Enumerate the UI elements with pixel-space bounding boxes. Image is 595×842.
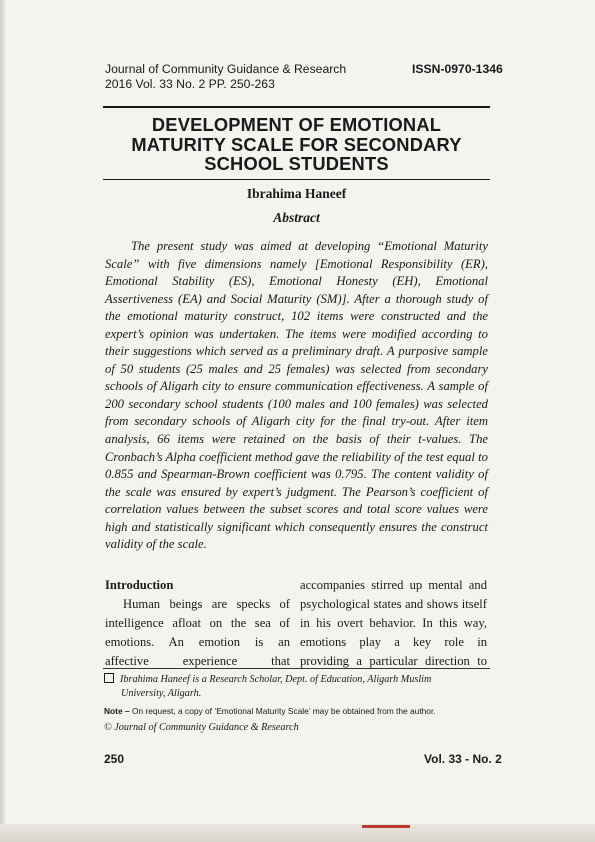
title-bottom-rule — [103, 179, 490, 180]
title-top-rule — [103, 106, 490, 108]
journal-header — [105, 62, 346, 92]
abstract-text: The present study was aimed at developing “Emotional Maturity Scale” with five dimensions namely [Emotional Responsibility (ER), Emotional Stability (ES), Emotional Honesty (EH), Emotional Assertiveness (EA) and Social Maturity (SM)]. After a thorough study of the emotional maturity construct, 102 items were constructed and the expert’s opinion was undertaken. The items were modified according to their suggestions which served as a preliminary draft. A purposive sample of 50 students (25 males and 25 females) was selected from secondary schools of Aligarh city to ensure communication effectiveness. A sample of 200 secondary school students (100 males and 100 females) was selected from secondary schools of Aligarh city for the final try-out. After item analysis, 66 items were retained on the basis of their t-values. The Cronbach’s Alpha coefficient method gave the reliability of the test equal to 0.855 and Spearman-Brown coefficient was 0.795. The content validity of the scale was ensured by expert’s judgment. The Pearson’s coefficient of correlation values between the subset scores and total score values were high and statistically significant which consequently ensures the construct validity of the scale. — [105, 239, 488, 552]
intro-left-column — [105, 576, 290, 671]
note-text: On request, a copy of ‘Emotional Maturity Scale’ may be obtained from the author. — [131, 706, 436, 716]
page-number: 250 — [104, 752, 125, 766]
scan-bottom-edge — [0, 824, 595, 842]
introduction-heading: Introduction — [105, 578, 174, 592]
author-footnote-line1: Ibrahima Haneef is a Research Scholar, Dept. of Education, Aligarh Muslim — [120, 674, 432, 685]
intro-right-column — [300, 576, 487, 671]
copyright-note: © Journal of Community Guidance & Research — [104, 722, 299, 733]
note-label: Note – — [104, 706, 130, 716]
intro-left-paragraph: Human beings are specks of intelligence afloat on the sea of emotions. An emotion is an affective experience that — [105, 597, 290, 668]
title-line-3: SCHOOL STUDENTS — [204, 153, 389, 174]
abstract-heading: Abstract — [273, 210, 320, 225]
scan-red-mark — [362, 825, 410, 828]
author-name: Ibrahima Haneef — [246, 186, 347, 201]
author-footnote-line2: University, Aligarh. — [121, 687, 202, 699]
intro-right-paragraph: accompanies stirred up mental and psychological states and shows itself in his overt behavior. In this way, emotions play a key role in providing a particular direction to — [300, 578, 487, 668]
footnote-rule — [103, 668, 490, 669]
journal-issue: 2016 Vol. 33 No. 2 PP. 250-263 — [105, 77, 275, 91]
paper-title — [103, 115, 490, 174]
issn: ISSN-0970-1346 — [412, 62, 503, 76]
checkbox-square-icon — [104, 673, 114, 683]
author-footnote — [104, 673, 490, 700]
title-line-2: MATURITY SCALE FOR SECONDARY — [131, 133, 462, 155]
page-edge-shadow — [0, 0, 6, 842]
journal-name: Journal of Community Guidance & Research — [105, 62, 347, 76]
request-note — [104, 705, 490, 717]
volume-label: Vol. 33 - No. 2 — [424, 752, 502, 766]
title-line-1: DEVELOPMENT OF EMOTIONAL — [151, 114, 442, 135]
